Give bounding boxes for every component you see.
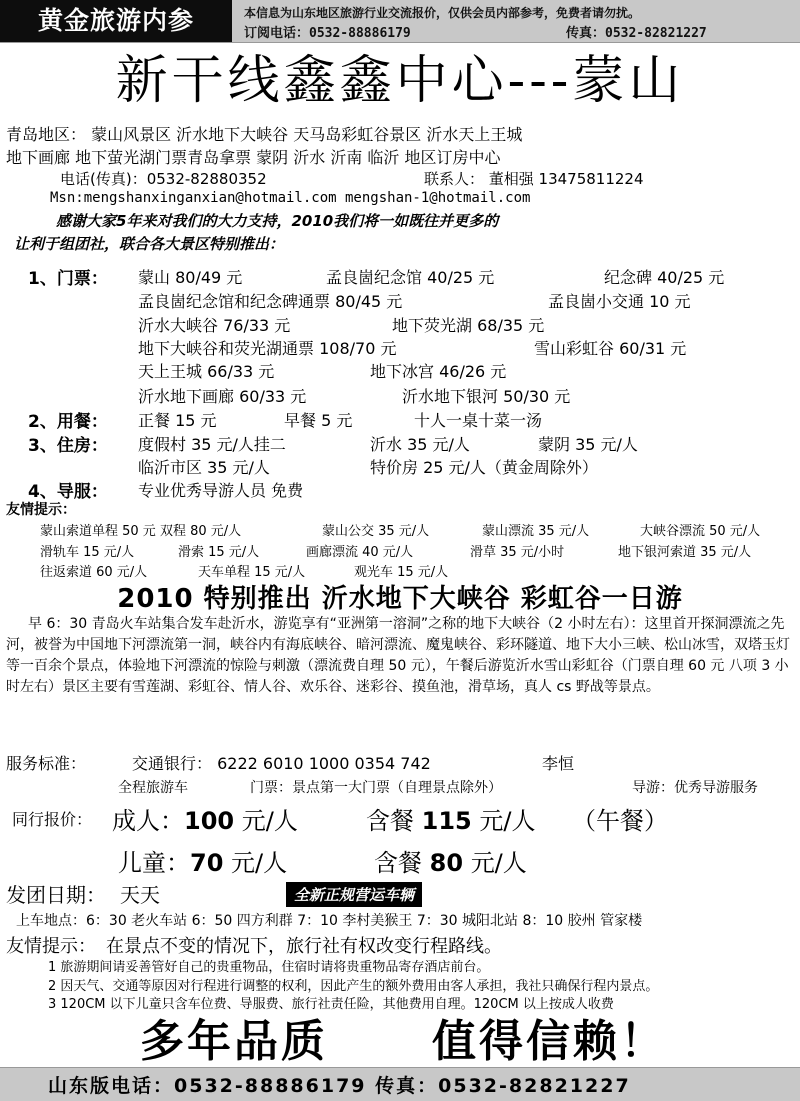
- departure-value: 天天: [120, 883, 160, 907]
- tip-item: 大峡谷漂流 50 元/人: [640, 524, 761, 539]
- intro-line-2: 地下画廊 地下萤光湖门票青岛拿票 蒙阴 沂水 沂南 临沂 地区订房中心: [6, 148, 501, 167]
- vehicle-banner: 全新正规营运车辆: [286, 882, 422, 907]
- adult-price: 成人：100 元/人: [112, 807, 298, 835]
- lodging-label: 3、住房：: [28, 436, 108, 456]
- tip-item: 天车单程 15 元/人: [198, 565, 306, 580]
- notice-label: 友情提示：: [6, 936, 96, 957]
- tour-title: 2010 特别推出 沂水地下大峡谷 彩虹谷一日游: [117, 584, 683, 614]
- child-price: 儿童：70 元/人: [118, 849, 288, 877]
- ticket-item: 地下大峡谷和荧光湖通票 108/70 元: [138, 339, 397, 358]
- tip-item: 蒙山漂流 35 元/人: [482, 524, 590, 539]
- tip-item: 滑轨车 15 元/人: [40, 545, 135, 560]
- service-item: 导游：优秀导游服务: [632, 780, 758, 796]
- lodging-item: 度假村 35 元/人挂二: [138, 435, 286, 454]
- guide-text: 专业优秀导游人员 免费: [138, 481, 304, 500]
- lodging-item: 沂水 35 元/人: [370, 435, 470, 454]
- thanks-line-2: 让利于组团社，联合各大景区特别推出：: [14, 235, 285, 253]
- tip-item: 蒙山索道单程 50 元 双程 80 元/人: [40, 524, 242, 539]
- footer-contact: 山东版电话：0532-88886179 传真：0532-82821227: [48, 1075, 631, 1097]
- tip-item: 蒙山公交 35 元/人: [322, 524, 430, 539]
- header-fax: 传真：0532-82821227: [566, 26, 707, 41]
- ticket-item: 蒙山 80/49 元: [138, 268, 243, 287]
- pricing-label: 同行报价：: [12, 810, 93, 829]
- ticket-item: 沂水地下银河 50/30 元: [402, 387, 571, 406]
- tip-item: 观光车 15 元/人: [354, 565, 449, 580]
- meal-note: （午餐）: [572, 807, 668, 835]
- tip-item: 滑索 15 元/人: [178, 545, 260, 560]
- ticket-item: 孟良崮纪念馆 40/25 元: [326, 268, 495, 287]
- guide-label: 4、导服：: [28, 482, 108, 502]
- msn-accounts: Msn:mengshanxinganxian@hotmail.com mengshan-1@hotmail.com: [50, 190, 531, 206]
- service-label: 服务标准：: [6, 754, 87, 773]
- tip-item: 滑草 35 元/小时: [470, 545, 565, 560]
- pickup-points: 上车地点：6：30 老火车站 6：50 四方利群 7：10 李村美猴王 7：30 城阳北站 8：10 胶州 管家楼: [16, 913, 643, 929]
- tip-item: 地下银河索道 35 元/人: [618, 545, 752, 560]
- bank-name: 李恒: [542, 754, 575, 773]
- ticket-item: 雪山彩虹谷 60/31 元: [534, 339, 687, 358]
- tip-item: 画廊漂流 40 元/人: [306, 545, 414, 560]
- note-item: 1 旅游期间请妥善管好自己的贵重物品，住宿时请将贵重物品寄存酒店前台。: [48, 960, 490, 975]
- brand-title: 黄金旅游内参: [0, 0, 232, 42]
- page-title: 新干线鑫鑫中心---蒙山: [115, 51, 685, 111]
- lodging-item: 蒙阴 35 元/人: [538, 435, 638, 454]
- meals-label: 2、用餐：: [28, 412, 108, 432]
- note-item: 2 因天气、交通等原因对行程进行调整的权利，因此产生的额外费用由客人承担，我社只确保行程内景点。: [48, 979, 659, 994]
- child-meal-price: 含餐 80 元/人: [374, 849, 527, 877]
- adult-meal-price: 含餐 115 元/人: [366, 807, 536, 835]
- intro-line-1: 青岛地区： 蒙山风景区 沂水地下大峡谷 天马岛彩虹谷景区 沂水天上王城: [6, 125, 523, 144]
- service-item: 门票：景点第一大门票（自理景点除外）: [250, 780, 502, 796]
- contact-person: 联系人： 董相强 13475811224: [424, 170, 644, 188]
- tour-description: 早 6：30 青岛火车站集合发车赴沂水，游览享有“亚洲第一溶洞”之称的地下大峡谷（2 小时左右）：这里首开探洞漂流之先河，被誉为中国地下河漂流第一洞，峡谷内有海底峡谷、暗河漂流、魔鬼峡谷、彩环隧道、地下大小三峡、松山冰雪，双塔玉灯等一百余个景点，体验地下河漂流的惊险与刺激（漂流费自理 50 元），午餐后游览沂水雪山彩虹谷（门票自理 60 元 八项 3 小时左右）景区主要有雪莲湖、彩虹谷、情人谷、欢乐谷、迷彩谷、摸鱼池，滑草场，真人 cs 野战等景点。: [6, 616, 790, 695]
- lodging-item: 临沂市区 35 元/人: [138, 458, 270, 477]
- tip-item: 往返索道 60 元/人: [40, 565, 148, 580]
- tips-label: 友情提示：: [6, 502, 76, 518]
- slogan-left: 多年品质: [140, 1016, 328, 1067]
- meal-item: 正餐 15 元: [138, 411, 217, 430]
- ticket-item: 沂水大峡谷 76/33 元: [138, 316, 291, 335]
- departure-label: 发团日期：: [6, 883, 106, 907]
- header-note: 本信息为山东地区旅游行业交流报价，仅供会员内部参考，免费者请勿扰。: [244, 6, 641, 20]
- ticket-item: 纪念碑 40/25 元: [604, 268, 725, 287]
- ticket-item: 地下冰宫 46/26 元: [370, 362, 507, 381]
- lodging-item: 特价房 25 元/人（黄金周除外）: [370, 458, 598, 477]
- ticket-item: 孟良崮小交通 10 元: [548, 292, 691, 311]
- bank-account: 交通银行： 6222 6010 1000 0354 742: [132, 754, 431, 773]
- note-item: 3 120CM 以下儿童只含车位费、导服费、旅行社责任险，其他费用自理。120CM 以上按成人收费: [48, 997, 614, 1012]
- ticket-item: 地下荧光湖 68/35 元: [392, 316, 545, 335]
- thanks-line-1: 感谢大家5年来对我们的大力支持，2010我们将一如既往并更多的: [56, 212, 499, 230]
- meal-item: 早餐 5 元: [284, 411, 353, 430]
- meal-item: 十人一桌十菜一汤: [414, 411, 543, 430]
- subscribe-phone: 订阅电话：0532-88886179: [244, 26, 411, 41]
- notice-text: 在景点不变的情况下，旅行社有权改变行程路线。: [106, 936, 502, 957]
- ticket-item: 沂水地下画廊 60/33 元: [138, 387, 307, 406]
- contact-phone: 电话(传真)：0532-82880352: [60, 170, 267, 188]
- slogan-right: 值得信赖！: [432, 1016, 667, 1067]
- tickets-label: 1、门票：: [28, 269, 108, 289]
- service-item: 全程旅游车: [118, 780, 188, 796]
- ticket-item: 孟良崮纪念馆和纪念碑通票 80/45 元: [138, 292, 403, 311]
- ticket-item: 天上王城 66/33 元: [138, 362, 275, 381]
